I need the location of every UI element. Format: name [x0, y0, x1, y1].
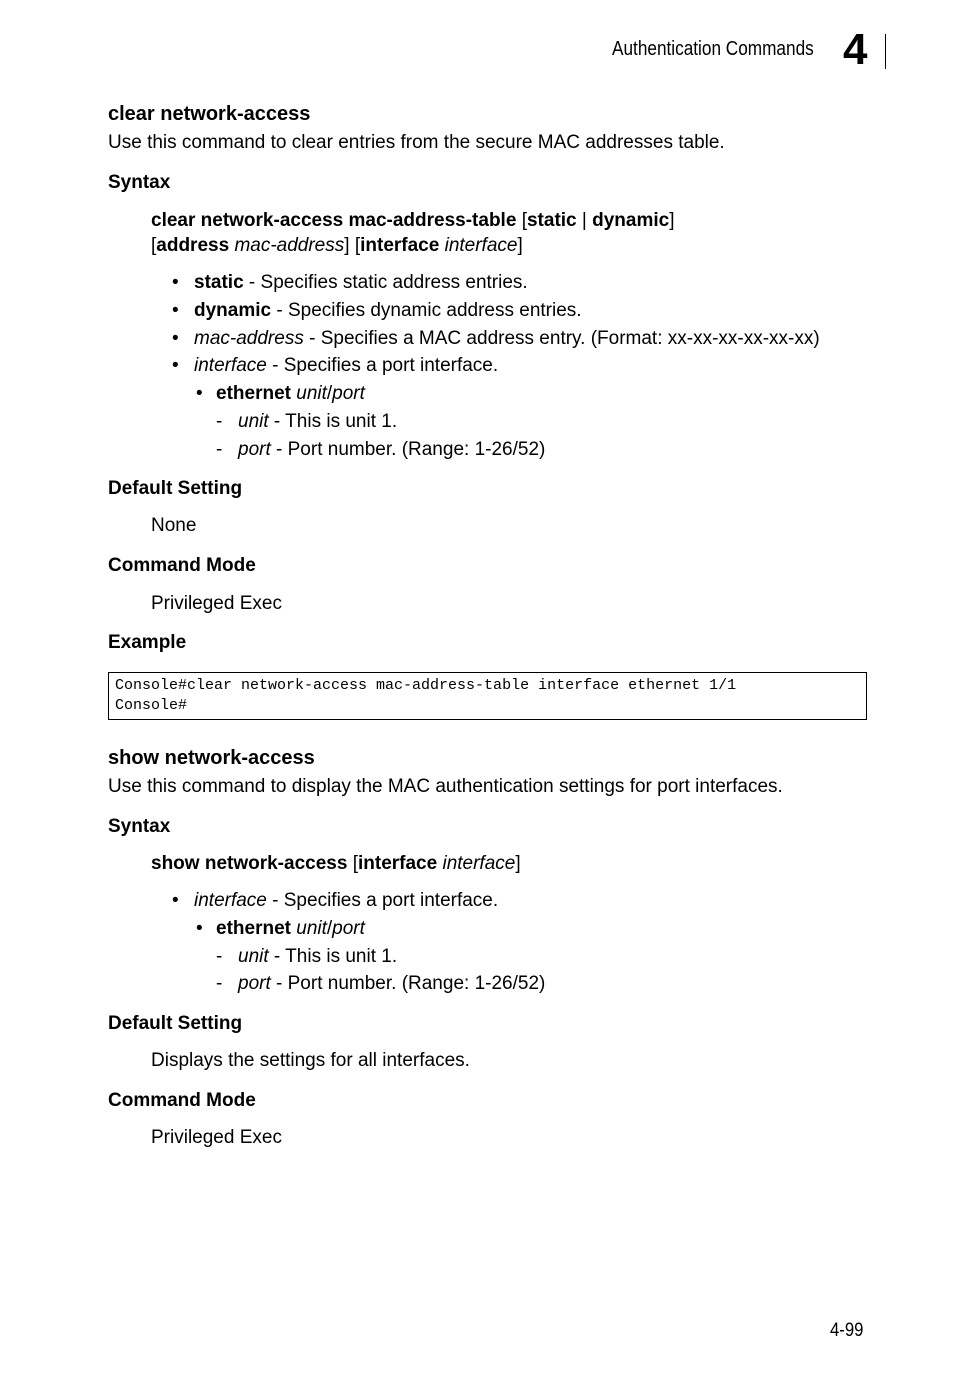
code-line: Console# [115, 697, 188, 714]
list-item-text: - Specifies dynamic address entries. [271, 300, 582, 321]
list-item [194, 890, 498, 912]
command-mode-value: Privileged Exec [151, 1127, 282, 1148]
list-item-text: - Specifies static address entries. [243, 272, 528, 293]
list-item-term: unit [238, 411, 269, 432]
list-item-text: - Specifies a port interface. [266, 355, 499, 376]
syntax-line [151, 210, 675, 232]
chapter-tab [841, 25, 887, 74]
list-item-text: - This is unit 1. [268, 946, 398, 967]
syntax-keyword: static [526, 210, 577, 231]
bullet-marker: • [196, 918, 203, 939]
page-number: 4-99 [830, 1320, 864, 1341]
syntax-punct: / [326, 383, 333, 404]
command-mode-heading: Command Mode [108, 555, 256, 576]
list-item-term: ethernet [216, 383, 291, 404]
bullet-marker: • [172, 890, 179, 911]
list-item-term: port [238, 439, 271, 460]
bullet-marker: • [172, 355, 179, 376]
dash-item [238, 973, 545, 995]
list-item-term: unit [238, 946, 269, 967]
syntax-punct: ] [515, 853, 521, 874]
example-code-box [108, 672, 867, 720]
command-mode-value: Privileged Exec [151, 593, 282, 614]
dash-item [238, 411, 397, 433]
list-item-text: - This is unit 1. [268, 411, 398, 432]
bullet-marker: • [196, 383, 203, 404]
syntax-punct: [ [516, 210, 527, 231]
example-heading: Example [108, 632, 187, 653]
list-item-term: interface [194, 890, 267, 911]
bullet-marker: • [172, 300, 179, 321]
syntax-keyword: address [156, 235, 230, 256]
default-setting-heading: Default Setting [108, 478, 243, 499]
syntax-heading: Syntax [108, 816, 171, 837]
sub-list-item [216, 918, 365, 940]
command-title: clear network-access [108, 103, 311, 125]
syntax-parameter: mac-address [234, 235, 345, 256]
command-title: show network-access [108, 747, 315, 769]
list-item [194, 328, 820, 350]
list-item-text: - Specifies a port interface. [266, 890, 499, 911]
syntax-punct: [ [151, 235, 157, 256]
list-item [194, 355, 498, 377]
syntax-punct: ] [ [344, 235, 361, 256]
list-item-text: - Port number. (Range: 1-26/52) [270, 439, 546, 460]
list-item-text: - Specifies a MAC address entry. (Format: xx-xx-xx-xx-xx-xx) [303, 328, 820, 349]
syntax-punct: / [326, 918, 333, 939]
list-item [194, 300, 582, 322]
bullet-marker: • [172, 328, 179, 349]
default-setting-heading: Default Setting [108, 1013, 243, 1034]
list-item-term: dynamic [194, 300, 272, 321]
syntax-parameter: interface [444, 235, 518, 256]
syntax-command: show network-access [151, 853, 348, 874]
dash-marker: - [216, 411, 223, 432]
list-item-term: ethernet [216, 918, 291, 939]
syntax-parameter: port [332, 918, 365, 939]
chapter-tab-rule [885, 34, 886, 69]
syntax-punct: ] [517, 235, 523, 256]
syntax-parameter: port [332, 383, 365, 404]
syntax-parameter: unit [296, 383, 327, 404]
syntax-parameter: unit [296, 918, 327, 939]
dash-item [238, 946, 397, 968]
bullet-marker: • [172, 272, 179, 293]
syntax-command: clear network-access mac-address-table [151, 210, 517, 231]
command-description: Use this command to display the MAC authentication settings for port interfaces. [108, 776, 783, 797]
list-item-term: mac-address [194, 328, 304, 349]
dash-marker: - [216, 439, 223, 460]
list-item [194, 272, 528, 294]
code-line: Console#clear network-access mac-address-table interface ethernet 1/1 [115, 677, 737, 694]
list-item-term: port [238, 973, 271, 994]
syntax-keyword: dynamic [592, 210, 670, 231]
default-setting-value: None [151, 515, 197, 536]
sub-list-item [216, 383, 365, 405]
list-item-text: - Port number. (Range: 1-26/52) [270, 973, 546, 994]
dash-marker: - [216, 946, 223, 967]
dash-marker: - [216, 973, 223, 994]
syntax-line [151, 853, 521, 875]
syntax-keyword: interface [360, 235, 440, 256]
command-mode-heading: Command Mode [108, 1090, 256, 1111]
list-item-term: interface [194, 355, 267, 376]
dash-item [238, 439, 545, 461]
syntax-punct: ] [669, 210, 675, 231]
syntax-punct: [ [347, 853, 358, 874]
command-description: Use this command to clear entries from the secure MAC addresses table. [108, 132, 725, 153]
chapter-number: 4 [843, 25, 868, 74]
syntax-heading: Syntax [108, 172, 171, 193]
list-item-term: static [194, 272, 244, 293]
running-header-title: Authentication Commands [612, 38, 814, 60]
syntax-punct: | [576, 210, 593, 231]
syntax-parameter: interface [442, 853, 516, 874]
syntax-keyword: interface [357, 853, 438, 874]
default-setting-value: Displays the settings for all interfaces. [151, 1050, 470, 1071]
syntax-line [151, 235, 523, 257]
